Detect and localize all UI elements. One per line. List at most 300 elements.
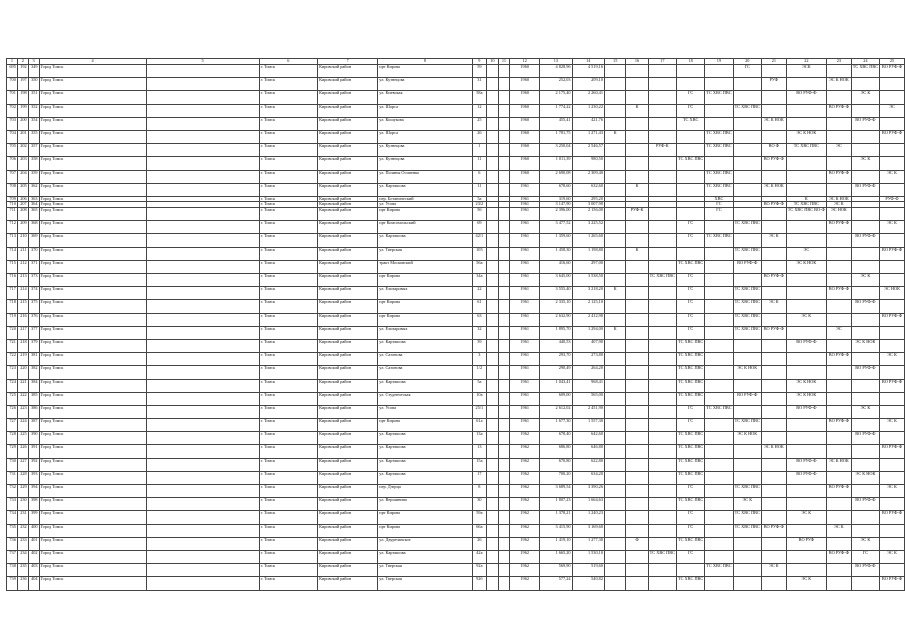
work-cell-24: ЭС К [851,91,879,104]
work-cell-22: ЭСК [786,65,826,78]
row-number: 720 [7,326,18,339]
row-index-2: 235 [17,564,28,577]
total-area-cell: 1 677,30 [540,419,572,432]
municipality-cell: Город Томск [39,91,146,104]
work-cell-20: ТС ХВС ПВС [733,511,761,524]
row-index-3: 364 [28,202,39,208]
municipality-cell: Город Томск [39,339,146,352]
district-cell: Кировский район [318,78,378,91]
work-cell-18: ТС ХВС ПВС [676,157,704,170]
work-cell-23: ЭС К НОК [826,196,851,202]
work-cell-19 [705,287,733,300]
house-number-cell: 13 [472,445,487,458]
district-cell: Кировский район [318,183,378,196]
work-cell-22 [786,274,826,287]
work-cell-22: ТС ХВС ПВС [786,202,826,208]
house-number-cell: 10а [472,392,487,405]
row-index-2: 200 [17,117,28,130]
work-cell-18: ГС [676,550,704,563]
work-cell-17 [648,471,676,484]
building-cell [487,511,499,524]
living-area-cell: 1 265,60 [572,234,604,247]
house-number-cell: 26 [472,537,487,550]
row-index-2: 234 [17,550,28,563]
work-cell-18: ГС [676,91,704,104]
work-cell-18: ТС ХВС ПВС [676,260,704,273]
row-number: 729 [7,445,18,458]
work-cell-24 [851,577,879,590]
work-cell-23: ВО РУФ-Ф [826,170,851,183]
row-index-3: 381 [28,353,39,366]
work-cell-20 [733,78,761,91]
building-cell [487,260,499,273]
row-index-2: 219 [17,353,28,366]
work-cell-18 [676,183,704,196]
work-cell-23 [826,91,851,104]
row-number: 707 [7,170,18,183]
work-cell-17 [648,366,676,379]
district-cell: Кировский район [318,537,378,550]
locality-cell: г. Томск [259,247,317,260]
row-index-2: 210 [17,234,28,247]
work-cell-15 [604,550,625,563]
row-index-3: 368 [28,221,39,234]
locality-cell: г. Томск [259,445,317,458]
work-cell-22 [786,157,826,170]
work-cell-17 [648,524,676,537]
work-cell-21 [761,550,786,563]
work-cell-18 [676,144,704,157]
letter-cell [498,144,510,157]
work-cell-22 [786,326,826,339]
work-cell-18: ГС [676,300,704,313]
year-cell: 1962 [510,432,540,445]
living-area-cell: 622,80 [572,458,604,471]
work-cell-22 [786,221,826,234]
letter-cell [498,234,510,247]
total-area-cell: 1 419,10 [540,537,572,550]
year-cell: 1961 [510,339,540,352]
street-cell: ул. Карташова [378,550,472,563]
house-number-cell: 12 [472,104,487,117]
total-area-cell: 1 781,75 [540,130,572,143]
work-cell-22 [786,117,826,130]
row-index-3: 385 [28,392,39,405]
work-cell-15 [604,78,625,91]
work-cell-19 [705,221,733,234]
year-cell: 1961 [510,260,540,273]
street-cell: ул. Шорса [378,130,472,143]
work-cell-15 [604,432,625,445]
row-number: 706 [7,157,18,170]
work-cell-21 [761,130,786,143]
work-cell-25 [880,471,905,484]
district-cell: Кировский район [318,91,378,104]
row-index-3: 369 [28,234,39,247]
locality-cell: г. Томск [259,65,317,78]
work-cell-20 [733,170,761,183]
work-cell-25: ВО РУФ-Ф [880,313,905,326]
work-cell-25: ВО РУФ-Ф [880,511,905,524]
work-cell-16: К [626,104,648,117]
letter-cell [498,65,510,78]
row-index-2: 226 [17,445,28,458]
living-area-cell: 297,00 [572,260,604,273]
row-index-3: 351 [28,91,39,104]
building-cell [487,366,499,379]
municipality-cell: Город Томск [39,419,146,432]
work-cell-16 [626,65,648,78]
work-cell-18: ТС ХВС ПВС [676,366,704,379]
street-cell: пер. Ботанический [378,196,472,202]
year-cell: 1961 [510,419,540,432]
building-cell [487,419,499,432]
settlement-cell [146,274,259,287]
total-area-cell: 3 555,40 [540,287,572,300]
settlement-cell [146,170,259,183]
municipality-cell: Город Томск [39,117,146,130]
building-cell [487,471,499,484]
work-cell-21 [761,170,786,183]
district-cell: Кировский район [318,196,378,202]
work-cell-20 [733,458,761,471]
year-cell: 1961 [510,196,540,202]
building-cell [487,300,499,313]
municipality-cell: Город Томск [39,458,146,471]
building-cell [487,170,499,183]
total-area-cell: 670,80 [540,458,572,471]
settlement-cell [146,144,259,157]
living-area-cell: 632,60 [572,183,604,196]
work-cell-20 [733,234,761,247]
table-row [7,170,905,183]
work-cell-25: ЭС НОК [880,287,905,300]
work-cell-21 [761,260,786,273]
settlement-cell [146,117,259,130]
housing-register-table [6,58,905,591]
district-cell: Кировский район [318,260,378,273]
work-cell-20: ТС ХВС ПВС [733,247,761,260]
work-cell-23: ЭС К НОК [826,458,851,471]
letter-cell [498,247,510,260]
table-row [7,65,905,78]
row-index-2: 216 [17,313,28,326]
work-cell-18: ТС ХВС ПВС [676,392,704,405]
work-cell-18: ГС [676,274,704,287]
letter-cell [498,157,510,170]
house-number-cell: 22 [472,287,487,300]
work-cell-18: ГС [676,419,704,432]
locality-cell: г. Томск [259,405,317,418]
column-number-15: 15 [604,59,625,65]
table-row [7,498,905,511]
table-row [7,300,905,313]
living-area-cell: 4 519,16 [572,65,604,78]
district-cell: Кировский район [318,445,378,458]
locality-cell: г. Томск [259,300,317,313]
work-cell-24: ВО РУФ-Ф [851,117,879,130]
work-cell-19 [705,104,733,117]
work-cell-25 [880,144,905,157]
work-cell-20 [733,208,761,221]
row-index-3: 375 [28,300,39,313]
work-cell-15 [604,144,625,157]
work-cell-20: ВО РУФ-Ф [733,392,761,405]
work-cell-16 [626,353,648,366]
table-row [7,144,905,157]
work-cell-19 [705,157,733,170]
total-area-cell: 2 396,00 [540,208,572,221]
table-row [7,247,905,260]
work-cell-23 [826,157,851,170]
table-row [7,234,905,247]
year-cell: 1961 [510,287,540,300]
settlement-cell [146,300,259,313]
table-row [7,485,905,498]
work-cell-25: ВО РУФ-Ф [880,379,905,392]
year-cell: 1961 [510,208,540,221]
row-number: 728 [7,432,18,445]
work-cell-20 [733,405,761,418]
house-number-cell: 34а [472,274,487,287]
work-cell-21 [761,221,786,234]
work-cell-22: ВО РУФ-Ф [786,471,826,484]
work-cell-25 [880,260,905,273]
work-cell-16 [626,511,648,524]
table-row [7,260,905,273]
settlement-cell [146,379,259,392]
work-cell-20: ТС ХВС ПВС [733,287,761,300]
work-cell-23: ВО РУФ-Ф [826,104,851,117]
year-cell: 1962 [510,471,540,484]
work-cell-18: ГС [676,511,704,524]
row-index-3: 377 [28,326,39,339]
municipality-cell: Город Томск [39,392,146,405]
row-index-3: 359 [28,170,39,183]
row-number: 739 [7,577,18,590]
work-cell-18: ТС ХВС ПВС [676,471,704,484]
street-cell: ул. Кузнецова [378,157,472,170]
work-cell-24 [851,104,879,117]
row-index-2: 228 [17,471,28,484]
row-index-2: 208 [17,208,28,221]
letter-cell [498,104,510,117]
work-cell-21 [761,511,786,524]
house-number-cell: 11 [472,157,487,170]
work-cell-23 [826,537,851,550]
work-cell-21 [761,366,786,379]
street-cell: ул. Тверская [378,564,472,577]
row-index-3: 400 [28,524,39,537]
work-cell-25 [880,339,905,352]
total-area-cell: 4 828,96 [540,65,572,78]
work-cell-24: ЭС К [851,274,879,287]
work-cell-24: ВО РУФ-Ф [851,564,879,577]
locality-cell: г. Томск [259,208,317,221]
year-cell: 1960 [510,104,540,117]
house-number-cell: 42/1 [472,234,487,247]
total-area-cell: 2 175,40 [540,91,572,104]
work-cell-16 [626,379,648,392]
year-cell: 1962 [510,537,540,550]
street-cell: прт Комсомольский [378,221,472,234]
house-number-cell: 59 [472,65,487,78]
total-area-cell: 416,60 [540,260,572,273]
row-number: 708 [7,183,18,196]
work-cell-16 [626,170,648,183]
year-cell: 1962 [510,511,540,524]
total-area-cell: 3 477,52 [540,221,572,234]
settlement-cell [146,353,259,366]
house-number-cell: 58а [472,91,487,104]
district-cell: Кировский район [318,339,378,352]
work-cell-18: ГС [676,234,704,247]
row-number: 714 [7,247,18,260]
letter-cell [498,577,510,590]
work-cell-24 [851,260,879,273]
column-number-4: 4 [39,59,146,65]
table-row [7,458,905,471]
district-cell: Кировский район [318,287,378,300]
locality-cell: г. Томск [259,91,317,104]
row-index-3: 373 [28,274,39,287]
work-cell-19: ТС ХВС ПВС [705,183,733,196]
row-number: 710 [7,202,18,208]
work-cell-21: ВО РУФ-Ф [761,524,786,537]
table-row [7,577,905,590]
settlement-cell [146,234,259,247]
municipality-cell: Город Томск [39,405,146,418]
total-area-cell: 1 895,70 [540,326,572,339]
work-cell-15 [604,104,625,117]
row-index-3: 384 [28,379,39,392]
work-cell-15 [604,313,625,326]
work-cell-19 [705,550,733,563]
work-cell-17 [648,117,676,130]
work-cell-17 [648,392,676,405]
locality-cell: г. Томск [259,353,317,366]
work-cell-20: ТС ХВС ПВС [733,313,761,326]
row-index-2: 218 [17,339,28,352]
work-cell-19 [705,419,733,432]
column-number-7: 7 [318,59,378,65]
row-index-2: 224 [17,419,28,432]
house-number-cell: 8 [472,485,487,498]
row-index-3: 394 [28,485,39,498]
municipality-cell: Город Томск [39,274,146,287]
work-cell-19 [705,392,733,405]
work-cell-23: ЭС К [826,202,851,208]
living-area-cell: 1 198,80 [572,247,604,260]
row-number: 727 [7,419,18,432]
work-cell-19 [705,326,733,339]
row-index-3: 387 [28,419,39,432]
work-cell-24 [851,130,879,143]
letter-cell [498,366,510,379]
work-cell-17 [648,78,676,91]
year-cell: 1962 [510,550,540,563]
work-cell-24: ВО РУФ-Ф [851,498,879,511]
work-cell-20 [733,91,761,104]
work-cell-16 [626,445,648,458]
municipality-cell: Город Томск [39,379,146,392]
living-area-cell: 1 294,00 [572,326,604,339]
work-cell-19 [705,577,733,590]
year-cell: 1960 [510,130,540,143]
work-cell-21: ЭС К [761,564,786,577]
district-cell: Кировский район [318,274,378,287]
work-cell-21 [761,208,786,221]
work-cell-17 [648,247,676,260]
total-area-cell: 686,80 [540,445,572,458]
work-cell-21: ВО РУФ-Ф [761,326,786,339]
settlement-cell [146,405,259,418]
row-index-3: 354 [28,117,39,130]
house-number-cell: 31 [472,78,487,91]
building-cell [487,287,499,300]
work-cell-19: ТС ХВС ПВС [705,170,733,183]
street-cell: ул. Сазонова [378,353,472,366]
living-area-cell: 2 260,41 [572,91,604,104]
locality-cell: г. Томск [259,234,317,247]
row-number: 709 [7,196,18,202]
living-area-cell: 3 169,60 [572,524,604,537]
building-cell [487,445,499,458]
locality-cell: г. Томск [259,458,317,471]
work-cell-22: ВО РУФ-Ф [786,458,826,471]
street-cell: ул. Полины Осипенко [378,170,472,183]
work-cell-25: ЭС К [880,550,905,563]
row-index-3: 357 [28,144,39,157]
work-cell-18: ГС [676,221,704,234]
row-index-3: 393 [28,471,39,484]
year-cell: 1961 [510,234,540,247]
letter-cell [498,524,510,537]
work-cell-21 [761,498,786,511]
settlement-cell [146,471,259,484]
work-cell-18 [676,78,704,91]
work-cell-25: ЭС [880,104,905,117]
work-cell-25: ЭС К [880,170,905,183]
letter-cell [498,117,510,130]
living-area-cell: 1 530,10 [572,550,604,563]
locality-cell: г. Томск [259,485,317,498]
work-cell-16 [626,419,648,432]
work-cell-19 [705,247,733,260]
row-index-2: 197 [17,78,28,91]
work-cell-15 [604,537,625,550]
letter-cell [498,550,510,563]
municipality-cell: Город Томск [39,564,146,577]
municipality-cell: Город Томск [39,170,146,183]
locality-cell: г. Томск [259,339,317,352]
letter-cell [498,300,510,313]
work-cell-24 [851,313,879,326]
work-cell-22 [786,419,826,432]
work-cell-16 [626,234,648,247]
work-cell-22 [786,234,826,247]
table-row [7,117,905,130]
work-cell-19: ТС ХВС ПВС [705,91,733,104]
work-cell-16 [626,485,648,498]
work-cell-18 [676,130,704,143]
work-cell-24 [851,392,879,405]
total-area-cell: 1 378,21 [540,511,572,524]
work-cell-15 [604,221,625,234]
locality-cell: г. Томск [259,564,317,577]
table-row [7,537,905,550]
year-cell: 1961 [510,221,540,234]
